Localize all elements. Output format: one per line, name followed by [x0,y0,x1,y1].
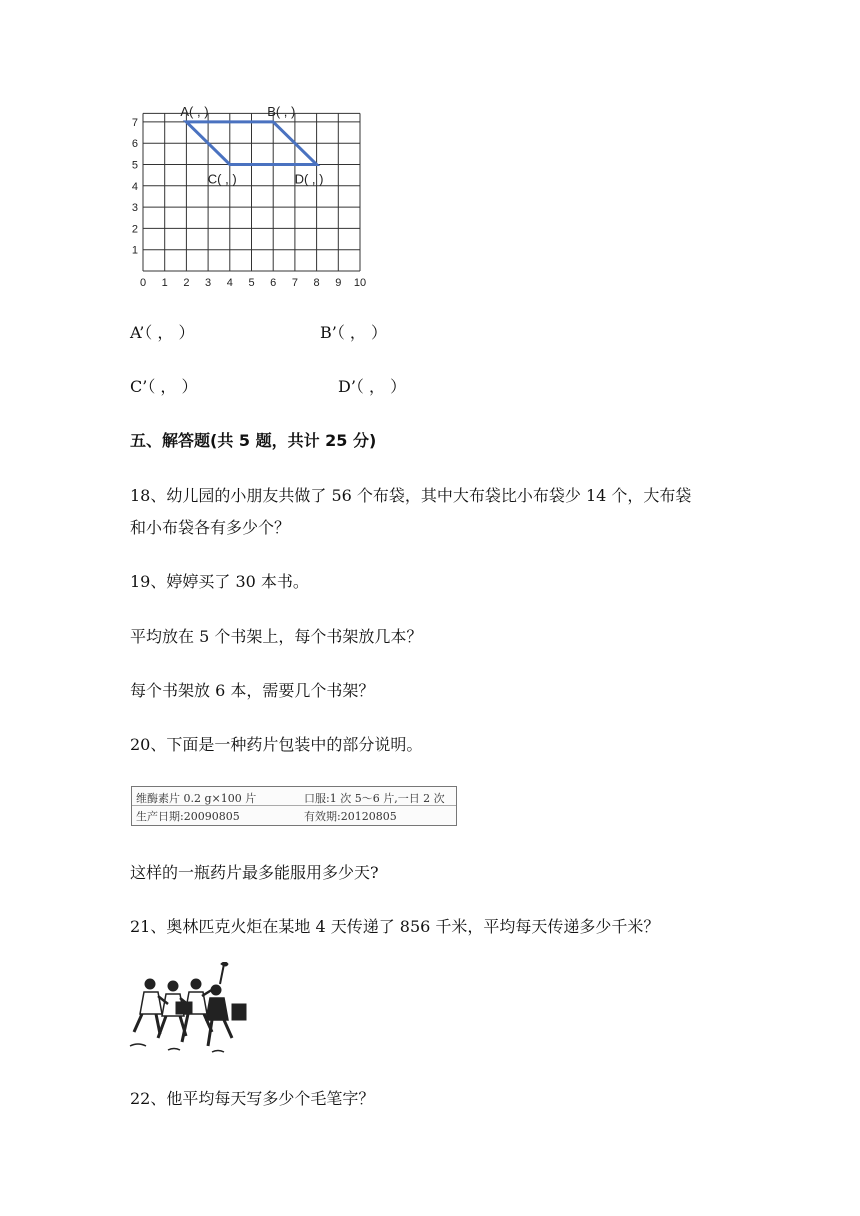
y-tick-label: 4 [131,180,138,193]
grid-lines [143,113,360,271]
medicine-name: 维酶素片 0.2 g×100 片 [136,792,257,805]
question-19-part-2: 每个书架放 6 本，需要几个书架？ [130,681,375,700]
question-19-part-1: 平均放在 5 个书架上，每个书架放几本？ [130,627,423,646]
medicine-label-box [131,786,457,826]
answer-b-prime: B’（ ， ） [320,323,388,342]
vertex-label: D( , ) [294,171,324,187]
y-tick-label: 3 [131,202,138,215]
x-axis-tick-labels [140,277,366,289]
vertex-label: C( , ) [207,171,237,187]
medicine-production-date: 生产日期:20090805 [136,810,240,823]
x-tick-label: 5 [248,277,255,289]
answer-c-prime: C’（ ， ） [130,377,198,396]
question-19-stem: 19、婷婷买了 30 本书。 [130,572,309,591]
section-heading: 五、解答题(共 5 题，共计 25 分) [130,431,377,450]
x-tick-label: 6 [270,277,277,289]
y-tick-label: 7 [131,116,138,129]
question-20-stem: 20、下面是一种药片包装中的部分说明。 [130,735,423,754]
x-tick-label: 3 [205,277,212,289]
question-18-line-1: 18、幼儿园的小朋友共做了 56 个布袋，其中大布袋比小布袋少 14 个，大布袋 [130,486,692,505]
coordinate-grid-figure [0,0,400,300]
x-tick-label: 4 [226,277,233,289]
question-20-question: 这样的一瓶药片最多能服用多少天? [130,863,379,882]
medicine-dosage: 口服:1 次 5～6 片,一日 2 次 [304,792,445,805]
x-tick-label: 7 [291,277,298,289]
x-tick-label: 2 [183,277,190,289]
y-tick-label: 5 [131,159,138,172]
x-tick-label: 8 [313,277,320,289]
medicine-expiry: 有效期:20120805 [304,810,397,823]
y-tick-label: 2 [131,223,138,236]
answer-d-prime: D’（ ， ） [338,377,407,396]
x-tick-label: 9 [335,277,342,289]
question-21-stem: 21、奥林匹克火炬在某地 4 天传递了 856 千米，平均每天传递多少千米？ [130,917,660,936]
x-tick-label: 1 [161,277,168,289]
y-axis-tick-labels [132,117,138,257]
y-tick-label: 6 [131,138,138,151]
answer-a-prime: A’（ ， ） [130,323,195,342]
x-tick-label: 0 [139,277,147,289]
vertex-label: A( , ) [180,103,209,119]
x-tick-label: 10 [353,277,367,289]
y-tick-label: 1 [131,244,138,257]
vertex-label: B( , ) [267,103,296,119]
torch-relay-illustration [128,962,248,1054]
medicine-label-divider [132,805,456,806]
question-18-line-2: 和小布袋各有多少个？ [130,518,291,537]
question-22-stem: 22、他平均每天写多少个毛笔字？ [130,1089,375,1108]
